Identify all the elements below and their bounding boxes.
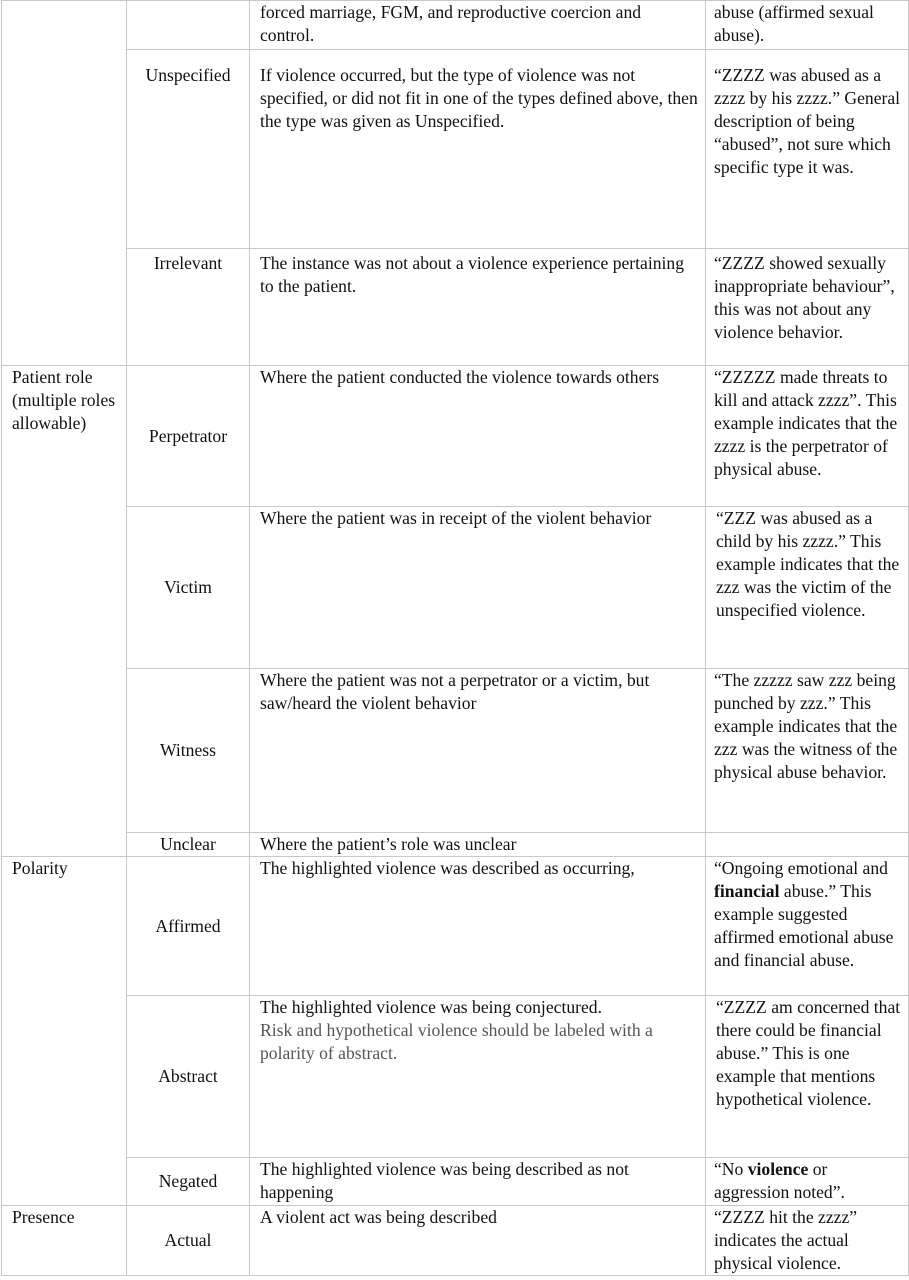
example-cell: “ZZZZ am concerned that there could be financial abuse.” This is one example that mentions hypothetical violence. [706, 996, 909, 1158]
example-cell: “ZZZZZ made threats to kill and attack zzzz”. This example indicates that the zzzz is the perpetrator of physical abuse. [706, 366, 909, 507]
table-row [2, 50, 909, 249]
example-bold-term: financial [714, 881, 780, 901]
example-cell: abuse (affirmed sexual abuse). [706, 1, 909, 50]
description-cell: Where the patient’s role was unclear [250, 833, 706, 857]
table-row [2, 669, 909, 833]
description-cell: forced marriage, FGM, and reproductive coercion and control. [250, 1, 706, 50]
sub-category-cell: Witness [127, 669, 250, 833]
example-cell: “The zzzzz saw zzz being punched by zzz.” This example indicates that the zzz was the witness of the physical abuse behavior. [706, 669, 909, 833]
example-cell: “ZZZ was abused as a child by his zzzz.” This example indicates that the zzz was the victim of the unspecified violence. [706, 507, 909, 669]
example-cell [706, 857, 909, 996]
example-cell: “ZZZZ showed sexually inappropriate behaviour”, this was not about any violence behavior. [706, 249, 909, 366]
sub-category-cell: Unclear [127, 833, 250, 857]
table-row [2, 507, 909, 669]
group-cell-type-continued [2, 1, 127, 366]
sub-category-cell: Irrelevant [127, 249, 250, 366]
sub-category-cell [127, 1, 250, 50]
example-cell: “ZZZZ hit the zzzz” indicates the actual physical violence. [706, 1206, 909, 1276]
sub-category-cell: Actual [127, 1206, 250, 1276]
example-cell [706, 1158, 909, 1206]
description-cell: The instance was not about a violence experience pertaining to the patient. [250, 249, 706, 366]
group-label-presence: Presence [2, 1206, 127, 1276]
group-label-polarity: Polarity [2, 857, 127, 1206]
example-cell: “ZZZZ was abused as a zzzz by his zzzz.” General description of being “abused”, not sure which specific type it was. [706, 50, 909, 249]
sub-category-cell: Victim [127, 507, 250, 669]
description-cell: Where the patient was not a perpetrator or a victim, but saw/heard the violent behavior [250, 669, 706, 833]
sub-category-cell: Affirmed [127, 857, 250, 996]
description-cell: A violent act was being described [250, 1206, 706, 1276]
table-row [2, 996, 909, 1158]
example-text: “No [714, 1159, 748, 1179]
table-row [2, 833, 909, 857]
example-text: “Ongoing emotional and [714, 858, 888, 878]
description-cell: The highlighted violence was being described as not happening [250, 1158, 706, 1206]
example-text: or aggression noted”. [714, 1159, 845, 1202]
table-row [2, 366, 909, 507]
description-cell: The highlighted violence was described as occurring, [250, 857, 706, 996]
group-label-patient-role: Patient role (multiple roles allowable) [2, 366, 127, 857]
sub-category-cell: Unspecified [127, 50, 250, 249]
description-note: Risk and hypothetical violence should be labeled with a polarity of abstract. [260, 1020, 653, 1063]
example-cell [706, 833, 909, 857]
description-cell: If violence occurred, but the type of violence was not specified, or did not fit in one of the types defined above, then the type was given as Unspecified. [250, 50, 706, 249]
description-cell: Where the patient conducted the violence towards others [250, 366, 706, 507]
table-row [2, 857, 909, 996]
table-row [2, 249, 909, 366]
table-row [2, 1, 909, 50]
table-row [2, 1206, 909, 1276]
table-row [2, 1158, 909, 1206]
description-text: The highlighted violence was being conjectured. [260, 997, 602, 1017]
example-bold-term: violence [747, 1159, 809, 1179]
sub-category-cell: Perpetrator [127, 366, 250, 507]
sub-category-cell: Abstract [127, 996, 250, 1158]
example-text: abuse.” This example suggested affirmed emotional abuse and financial abuse. [714, 881, 894, 970]
sub-category-cell: Negated [127, 1158, 250, 1206]
description-cell [250, 996, 706, 1158]
description-cell: Where the patient was in receipt of the violent behavior [250, 507, 706, 669]
annotation-schema-table [1, 0, 909, 1276]
